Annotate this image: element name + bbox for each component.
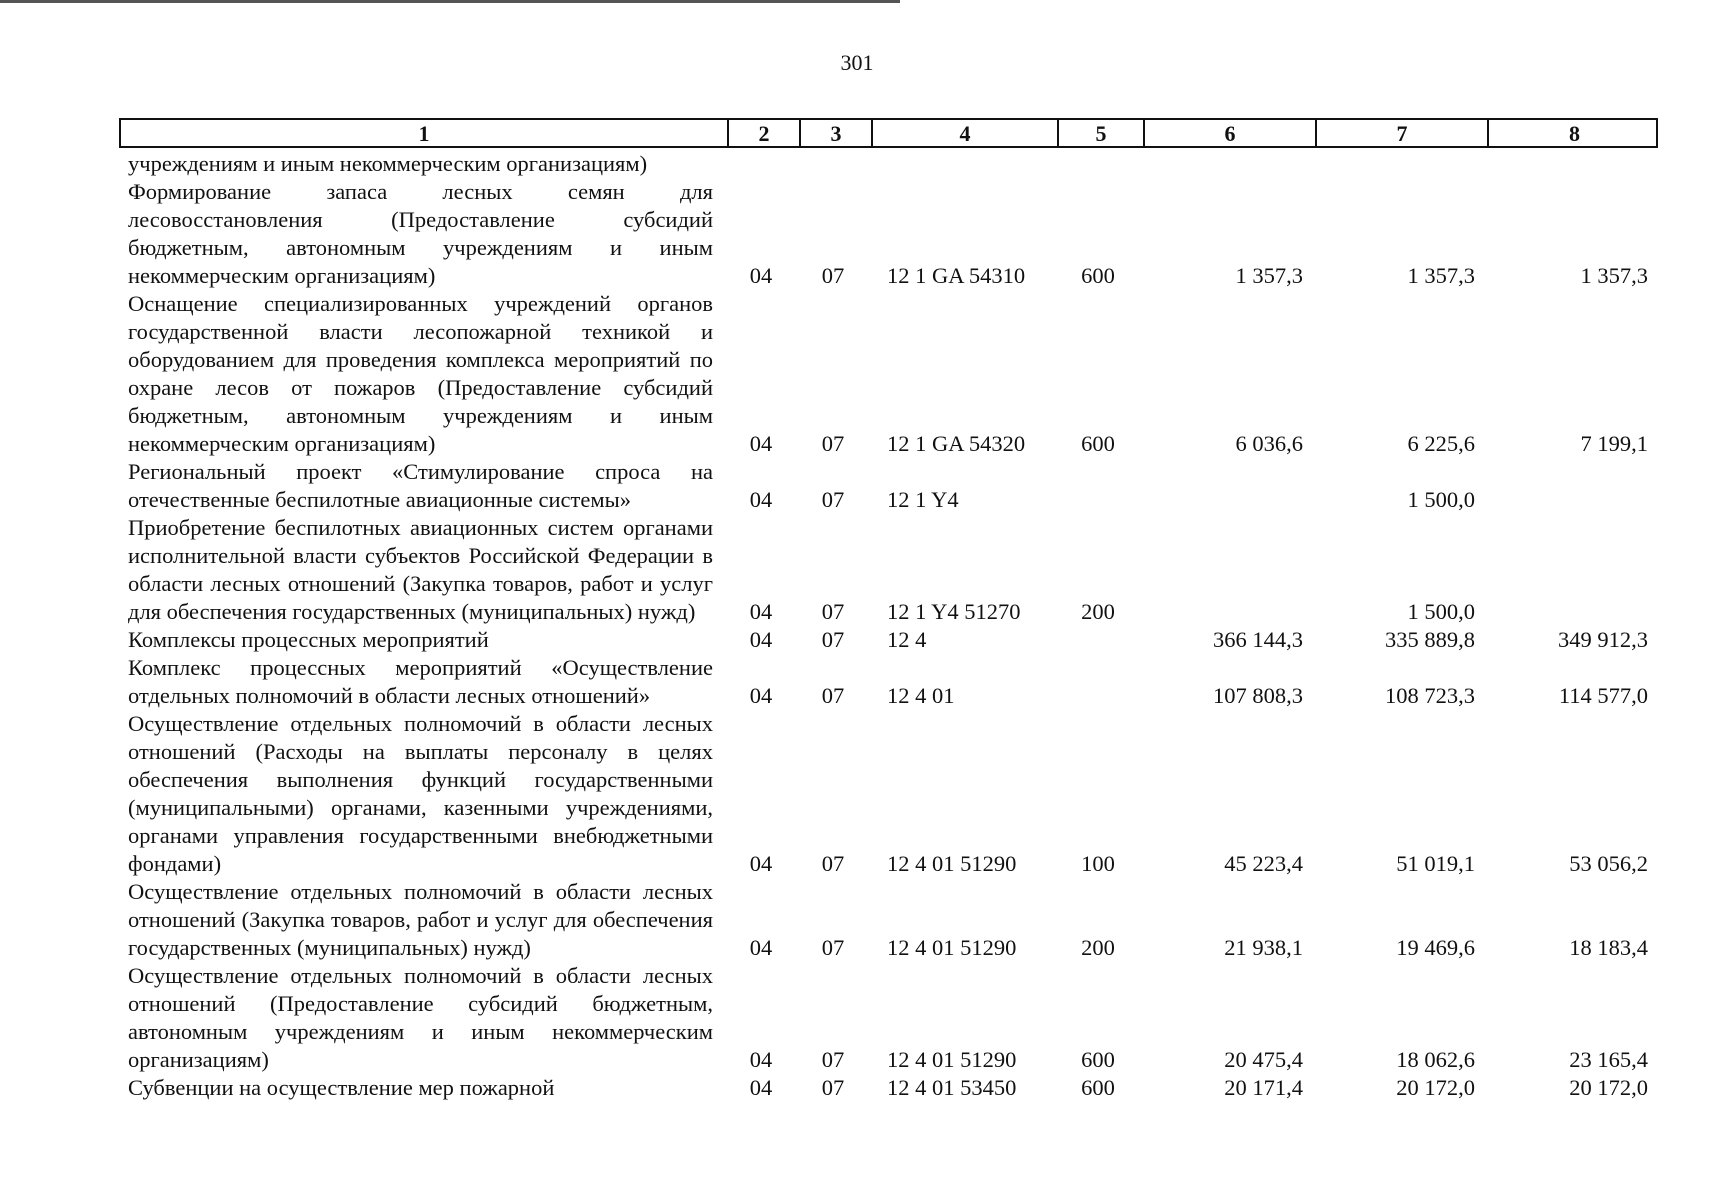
table-row <box>119 962 1658 1074</box>
row-name: Оснащение специализированных учреждений органов государственной власти лесопожарной техникой и оборудованием для проведения комплекса мероприятий по охране лесов от пожаров (Предоставление субсидий бюджетным, автономным учреждениям и иным некоммерческим организациям) <box>128 291 713 456</box>
row-section: 04 <box>749 487 773 512</box>
row-amount-col7: 19 469,6 <box>1396 935 1475 960</box>
row-amount-col7: 6 225,6 <box>1407 431 1475 456</box>
row-section: 04 <box>749 851 773 876</box>
row-amount-col6: 366 144,3 <box>1213 627 1303 652</box>
row-subsection: 07 <box>821 599 845 624</box>
header-cell-4: 4 <box>871 120 1057 148</box>
row-amount-col6: 1 357,3 <box>1235 263 1303 288</box>
row-section: 04 <box>749 1047 773 1072</box>
row-subsection: 07 <box>821 431 845 456</box>
row-subsection: 07 <box>821 1075 845 1100</box>
row-target-code: 12 1 GA 54320 <box>887 431 1026 456</box>
row-amount-col7: 51 019,1 <box>1396 851 1475 876</box>
row-name: Комплекс процессных мероприятий «Осуществление отдельных полномочий в области лесных отношений» <box>128 655 713 708</box>
table-row <box>119 458 1658 514</box>
row-amount-col6: 107 808,3 <box>1213 683 1303 708</box>
row-amount-col7: 335 889,8 <box>1385 627 1475 652</box>
row-amount-col7: 1 500,0 <box>1407 599 1475 624</box>
row-expense-type: 200 <box>1081 935 1115 960</box>
row-target-code: 12 4 01 51290 <box>887 935 1017 960</box>
row-amount-col8: 349 912,3 <box>1558 627 1648 652</box>
row-amount-col6: 45 223,4 <box>1224 851 1303 876</box>
row-subsection: 07 <box>821 683 845 708</box>
row-subsection: 07 <box>821 627 845 652</box>
table-header-row <box>119 118 1658 148</box>
row-target-code: 12 4 01 51290 <box>887 1047 1017 1072</box>
row-subsection: 07 <box>821 935 845 960</box>
row-target-code: 12 4 <box>887 627 927 652</box>
row-amount-col8: 20 172,0 <box>1569 1075 1648 1100</box>
header-cell-8: 8 <box>1487 120 1660 148</box>
row-section: 04 <box>749 627 773 652</box>
row-target-code: 12 1 Y4 <box>887 487 959 512</box>
header-cell-7: 7 <box>1315 120 1487 148</box>
row-name: Региональный проект «Стимулирование спроса на отечественные беспилотные авиационные системы» <box>128 459 713 512</box>
row-expense-type: 600 <box>1081 263 1115 288</box>
header-cell-5: 5 <box>1057 120 1143 148</box>
row-section: 04 <box>749 1075 773 1100</box>
row-section: 04 <box>749 431 773 456</box>
row-target-code: 12 4 01 <box>887 683 955 708</box>
row-amount-col6: 20 475,4 <box>1224 1047 1303 1072</box>
table-row <box>119 514 1658 626</box>
row-amount-col8: 18 183,4 <box>1569 935 1648 960</box>
row-name: Комплексы процессных мероприятий <box>128 627 489 652</box>
row-target-code: 12 1 Y4 51270 <box>887 599 1021 624</box>
table-row <box>119 178 1658 290</box>
header-cell-3: 3 <box>799 120 871 148</box>
scan-top-edge <box>0 0 900 3</box>
row-subsection: 07 <box>821 851 845 876</box>
row-amount-col6: 21 938,1 <box>1224 935 1303 960</box>
table-row <box>119 710 1658 878</box>
header-cell-2: 2 <box>727 120 799 148</box>
row-subsection: 07 <box>821 263 845 288</box>
row-amount-col6: 6 036,6 <box>1235 431 1303 456</box>
page-number: 301 <box>840 50 874 75</box>
row-expense-type: 600 <box>1081 1075 1115 1100</box>
budget-table <box>119 118 1658 1102</box>
row-section: 04 <box>749 263 773 288</box>
row-target-code: 12 4 01 53450 <box>887 1075 1017 1100</box>
row-name: Осуществление отдельных полномочий в области лесных отношений (Закупка товаров, работ и услуг для обеспечения государственных (муниципальных) нужд) <box>128 879 713 960</box>
row-amount-col7: 1 357,3 <box>1407 263 1475 288</box>
table-row <box>119 1074 1658 1102</box>
row-amount-col8: 114 577,0 <box>1558 683 1648 708</box>
row-amount-col6: 20 171,4 <box>1224 1075 1303 1100</box>
row-section: 04 <box>749 935 773 960</box>
row-name: Формирование запаса лесных семян для лесовосстановления (Предоставление субсидий бюджетным, автономным учреждениям и иным некоммерческим организациям) <box>128 179 713 288</box>
row-amount-col7: 108 723,3 <box>1385 683 1475 708</box>
row-target-code: 12 1 GA 54310 <box>887 263 1026 288</box>
row-name: Субвенции на осуществление мер пожарной <box>128 1075 555 1100</box>
table-row <box>119 290 1658 458</box>
table-row <box>119 626 1658 654</box>
row-section: 04 <box>749 599 773 624</box>
row-section: 04 <box>749 683 773 708</box>
row-name: Осуществление отдельных полномочий в области лесных отношений (Расходы на выплаты персоналу в целях обеспечения выполнения функций государственными (муниципальными) органами, казенными учреждениями, органами управления государственными внебюджетными фондами) <box>128 711 713 876</box>
row-expense-type: 600 <box>1081 431 1115 456</box>
row-name: Приобретение беспилотных авиационных систем органами исполнительной власти субъектов Российской Федерации в области лесных отношений (Закупка товаров, работ и услуг для обеспечения государственных (муниципальных) нужд) <box>128 515 713 624</box>
row-subsection: 07 <box>821 487 845 512</box>
row-amount-col7: 1 500,0 <box>1407 487 1475 512</box>
row-amount-col8: 53 056,2 <box>1569 851 1648 876</box>
row-subsection: 07 <box>821 1047 845 1072</box>
row-name: учреждениям и иным некоммерческим организациям) <box>128 151 648 176</box>
row-amount-col8: 1 357,3 <box>1580 263 1648 288</box>
row-expense-type: 100 <box>1081 851 1115 876</box>
row-amount-col8: 7 199,1 <box>1580 431 1648 456</box>
table-row <box>119 150 1658 178</box>
header-cell-6: 6 <box>1143 120 1315 148</box>
header-cell-1: 1 <box>418 121 430 146</box>
row-amount-col8: 23 165,4 <box>1569 1047 1648 1072</box>
row-amount-col7: 20 172,0 <box>1396 1075 1475 1100</box>
table-body <box>119 150 1658 1102</box>
table-row <box>119 878 1658 962</box>
row-expense-type: 600 <box>1081 1047 1115 1072</box>
row-name: Осуществление отдельных полномочий в области лесных отношений (Предоставление субсидий бюджетным, автономным учреждениям и иным некоммерческим организациям) <box>128 963 713 1072</box>
table-row <box>119 654 1658 710</box>
row-target-code: 12 4 01 51290 <box>887 851 1017 876</box>
row-amount-col7: 18 062,6 <box>1396 1047 1475 1072</box>
row-expense-type: 200 <box>1081 599 1115 624</box>
